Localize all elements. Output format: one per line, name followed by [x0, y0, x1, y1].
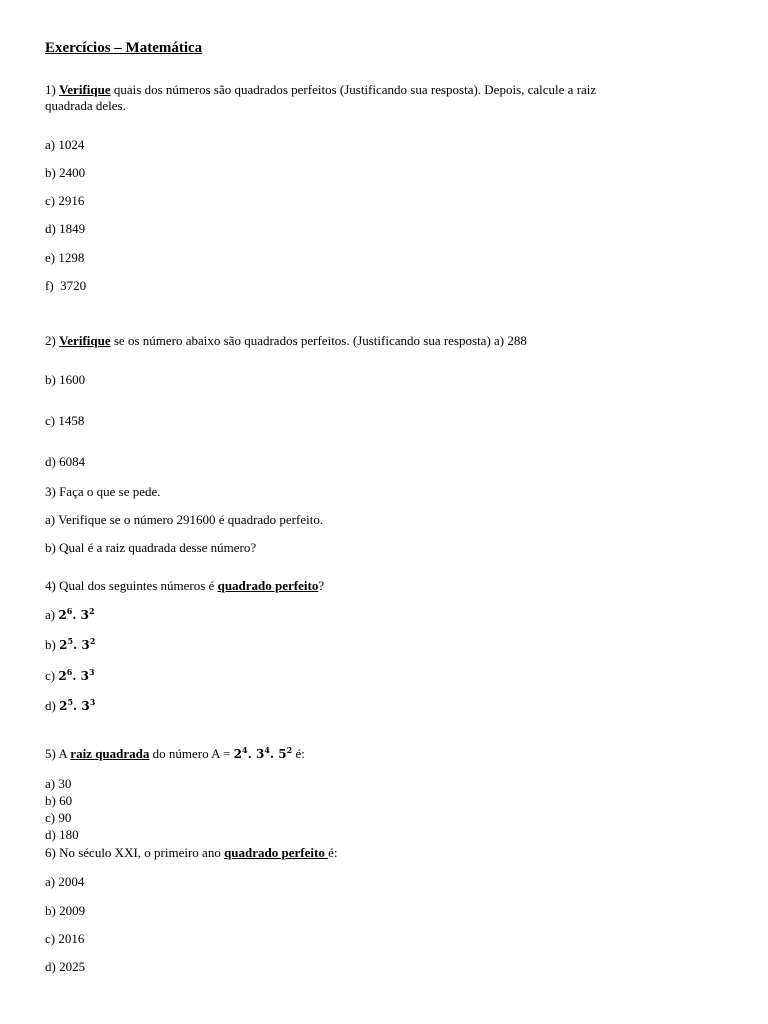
question-4-text: 4) Qual dos seguintes números é: [45, 578, 215, 593]
question-1-option-c: c) 2916: [45, 193, 85, 208]
question-6-suffix: é:: [328, 845, 338, 860]
question-6-option-a: a) 2004: [45, 874, 85, 889]
question-4-option-c: [45, 668, 95, 684]
question-5-keyword: raiz quadrada: [70, 746, 150, 761]
question-2-text: se os número abaixo são quadrados perfeitos. (Justificando sua resposta) a) 288: [113, 333, 527, 348]
question-1-option-d: d) 1849: [45, 221, 86, 236]
question-3: 3) Faça o que se pede.: [45, 484, 161, 499]
question-5-text: 5) A: [45, 746, 68, 761]
question-2-option-d: d) 6084: [45, 454, 86, 469]
question-4-suffix: ?: [318, 578, 325, 593]
question-5-option-a: a) 30: [45, 776, 72, 791]
question-2-keyword: Verifique: [59, 333, 111, 348]
question-4-keyword: quadrado perfeito: [217, 578, 319, 593]
question-3-item-a: a) Verifique se o número 291600 é quadrado perfeito.: [45, 512, 324, 527]
math-expression: $2^5$. $3^3$: [59, 697, 96, 713]
question-5-option-b: b) 60: [45, 793, 73, 808]
question-2-number: 2): [45, 333, 56, 348]
question-6-option-c: c) 2016: [45, 931, 85, 946]
question-5-suffix: é:: [295, 746, 305, 761]
math-expression: $2^4$. $3^4$. $5^2$: [233, 745, 293, 761]
option-label: a): [45, 607, 56, 622]
question-2: [45, 333, 527, 349]
question-3-item-b: b) Qual é a raiz quadrada desse número?: [45, 540, 257, 555]
question-6: [45, 845, 337, 861]
question-1-option-e: e) 1298: [45, 250, 85, 265]
question-5: [45, 746, 305, 762]
question-1-option-a: a) 1024: [45, 137, 85, 152]
page-title: Exercícios – Matemática: [45, 40, 203, 56]
question-1-text: quais dos números são quadrados perfeitos (Justificando sua resposta). Depois, calcule a raiz: [113, 82, 597, 97]
question-6-text: 6) No século XXI, o primeiro ano: [45, 845, 221, 860]
question-4-option-d: [45, 698, 95, 714]
option-label: d): [45, 698, 56, 713]
question-5-option-c: c) 90: [45, 810, 72, 825]
question-6-keyword: quadrado perfeito: [224, 845, 329, 860]
question-1-option-f: f) 3720: [45, 278, 87, 293]
question-4-option-b: [45, 637, 95, 653]
question-6-option-b: b) 2009: [45, 903, 86, 918]
option-label: b): [45, 637, 56, 652]
question-1-keyword: Verifique: [59, 82, 111, 97]
question-1: [45, 82, 596, 98]
question-4-option-a: [45, 607, 95, 623]
question-2-option-c: c) 1458: [45, 413, 85, 428]
question-6-option-d: d) 2025: [45, 959, 86, 974]
question-5-mid: do número A =: [152, 746, 231, 761]
math-expression: $2^6$. $3^3$: [58, 667, 95, 683]
question-5-option-d: d) 180: [45, 827, 79, 842]
option-label: c): [45, 668, 56, 683]
math-expression: $2^5$. $3^2$: [59, 636, 96, 652]
question-1-option-b: b) 2400: [45, 165, 86, 180]
question-4: [45, 578, 324, 594]
question-1-text-line2: quadrada deles.: [45, 98, 126, 113]
question-1-number: 1): [45, 82, 56, 97]
math-expression: $2^6$. $3^2$: [58, 606, 95, 622]
question-2-option-b: b) 1600: [45, 372, 86, 387]
